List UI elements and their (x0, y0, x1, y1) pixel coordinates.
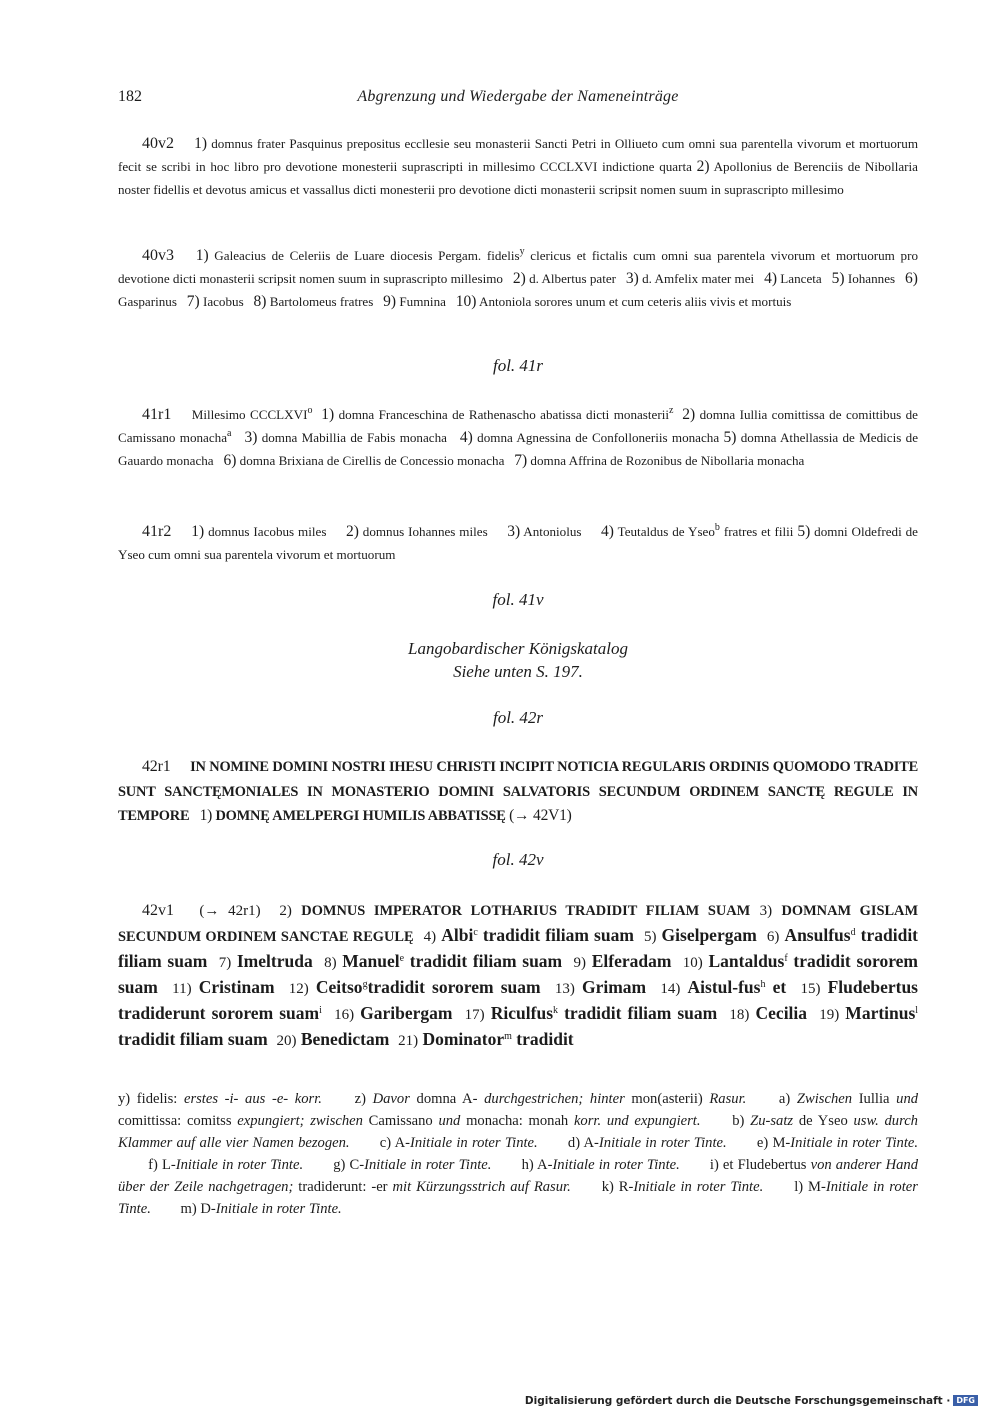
entry-40v3: 40v3 1) Galeacius de Celeriis de Luare diocesis Pergam. fidelis$^y$ clericus et fictalis cum omni sua parentela vivorum et mortuorum pro devotione dicti monasterii scripsit nomen suum in suprascripto millesimo 2) d. Albertus pater 3) d. Amfelix mater mei 4) Lanceta 5) Iohannes 6) Gasparinus 7) Iacobus 8) Bartolomeus fratres 9) Fumnina 10) Antoniola sorores unum et cum ceteris aliis vivis et mortuis (118, 246, 918, 310)
footnote-k: k) R-Initiale in roter Tinte. (601, 1179, 764, 1195)
entry-label: 42r1 (142, 758, 171, 775)
footnote-i: i) et Fludebertus von anderer Hand über der Zeile nachgetragen; tradiderunt: -er mit Kürzungsstrich auf Rasur. (118, 1157, 919, 1195)
footnote-h: h) A-Initiale in roter Tinte. (521, 1157, 680, 1173)
footnote-f: f) L-Initiale in roter Tinte. (148, 1157, 304, 1173)
footnote-b: b) Zu-satz de Yseo usw. durch Klammer auf alle vier Namen bezogen. (118, 1113, 918, 1151)
footnote-l: l) M-Initiale in roter Tinte. (118, 1179, 918, 1217)
catalog-reference: Siehe unten S. 197. (453, 662, 583, 681)
footnote-g: g) C-Initiale in roter Tinte. (333, 1157, 492, 1173)
entry-label: 40v2 (142, 135, 174, 152)
catalog-title: Langobardischer Königskatalog (408, 639, 628, 658)
dfg-logo: DFG (953, 1395, 978, 1406)
entry-label: 41r1 (142, 406, 172, 423)
entry-label: 42v1 (142, 902, 174, 919)
footnote-y: y) fidelis: erstes -i- aus -e- korr. (118, 1091, 322, 1107)
footnotes (118, 1088, 918, 1220)
entry-label: 40v3 (142, 247, 174, 264)
running-title: Abgrenzung und Wiedergabe der Nameneinträge (357, 88, 679, 105)
running-header (118, 88, 918, 112)
folio-heading-41r: fol. 41r (492, 356, 544, 375)
page-number: 182 (118, 88, 142, 105)
footnote-marker: b (714, 522, 720, 533)
entry-40v2: 40v2 1) domnus frater Pasquinus prepositus eccllesie seu monasterii Sancti Petri in Olliueto cum omni sua parentella vivorum et mortuorum fecit se scribi in hoc libro pro devotione monesterii suprascripti in millesimo CCCLXVI indictione quarta 2) Apollonius de Berenciis de Nibollaria noster fidellis et devotus amicus et vassallus dicti monesterii pro devotione dicti monasterii scripsit nomen suum in suprascripto millesimo (118, 135, 919, 197)
footnote-m: m) D-Initiale in roter Tinte. (180, 1201, 342, 1217)
entry-41r1: 41r1 Millesimo CCCLXVI$^o$ 1) domna Franceschina de Rathenascho abatissa dicti monasterii$^z$ 2) domna Iullia comittissa de comittibus de Camissano monacha$^a$ 3) domna Mabillia de Fabis monacha 4) domna Agnessina de Confolloneriis monacha 5) domna Athellassia de Medicis de Gauardo monacha 6) domna Brixiana de Cirellis de Concessio monacha 7) domna Affrina de Rozonibus de Nibollaria monacha (118, 405, 919, 469)
entry-text: Apollonius de Berenciis de Nibollaria noster fidellis et devotus amicus et vassallus dicti monesterii pro devotione dicti monasterii scripsit nomen suum in suprascripto millesimo (118, 159, 918, 197)
footnote-a: a) Zwischen Iullia und comittissa: comitss expungiert; zwischen Camissano und monacha: monah korr. und expungiert. (118, 1091, 919, 1129)
digitization-credit: Digitalisierung gefördert durch die Deutsche Forschungsgemeinschaft · DFG (525, 1395, 978, 1407)
entry-42v1: 42v1 (→ 42r1) 2) DOMNUS IMPERATOR LOTHARIUS TRADIDIT FILIAM SUAM 3) DOMNAM GISLAM SECUNDUM ORDINEM SANCTAE REGULĘ 4) Albi$^c$ tradidit filiam suam 5) Giselpergam 6) Ansulfus$^d$ tradidit filiam suam 7) Imeltruda 8) Manuel$^e$ tradidit filiam suam 9) Elferadam 10) Lantaldus$^f$ tradidit sororem suam 11) Cristinam 12) Ceitso$^g$tradidit sororem suam 13) Grimam 14) Aistul-fus$^h$ et 15) Fludebertus tradiderunt sororem suam$^i$ 16) Garibergam 17) Riculfus$^k$ tradidit filiam suam 18) Cecilia 19) Martinus$^l$ tradidit filiam suam 20) Benedictam 21) Dominator$^m$ tradidit (118, 902, 919, 1049)
footnote-z: z) Davor domna A- durchgestrichen; hinter mon(asterii) Rasur. (354, 1091, 747, 1107)
footnote-e: e) M-Initiale in roter Tinte. (756, 1135, 918, 1151)
entry-42r1: 42r1 IN NOMINE DOMINI NOSTRI IHESU CHRISTI INCIPIT NOTICIA REGULARIS ORDINIS QUOMODO TRADITE SUNT SANCTĘMONIALES IN MONASTERIO DOMINI SALVATORIS SECUNDUM ORDINEM SANCTĘ REGULE IN TEMPORE 1) DOMNĘ AMELPERGI HUMILIS ABBATISSĘ (→ 42V1) (118, 758, 918, 824)
footnote-marker: z (669, 405, 674, 416)
footnote-marker: a (227, 428, 232, 439)
entry-41r2: 41r2 1) domnus Iacobus miles 2) domnus Iohannes miles 3) Antoniolus 4) Teutaldus de Yseo$^b$ fratres et filii 5) domni Oldefredi de Yseo cum omni sua parentela vivorum et mortuorum (118, 522, 918, 562)
entry-label: 41r2 (142, 523, 172, 540)
footnote-c: c) A-Initiale in roter Tinte. (379, 1135, 538, 1151)
footnote-marker: y (519, 246, 525, 257)
folio-heading-42r: fol. 42r (492, 708, 544, 727)
folio-heading-42v: fol. 42v (492, 850, 544, 869)
entry-text: domnus frater Pasquinus prepositus eccllesie seu monasterii Sancti Petri in Olliueto cum omni sua parentella vivorum et mortuorum fecit se scribi in hoc libro pro devotione monesterii suprascripti in millesimo CCCLXVI indictione quarta (118, 136, 919, 174)
folio-heading-41v: fol. 41v (492, 590, 544, 609)
footnote-d: d) A-Initiale in roter Tinte. (567, 1135, 727, 1151)
